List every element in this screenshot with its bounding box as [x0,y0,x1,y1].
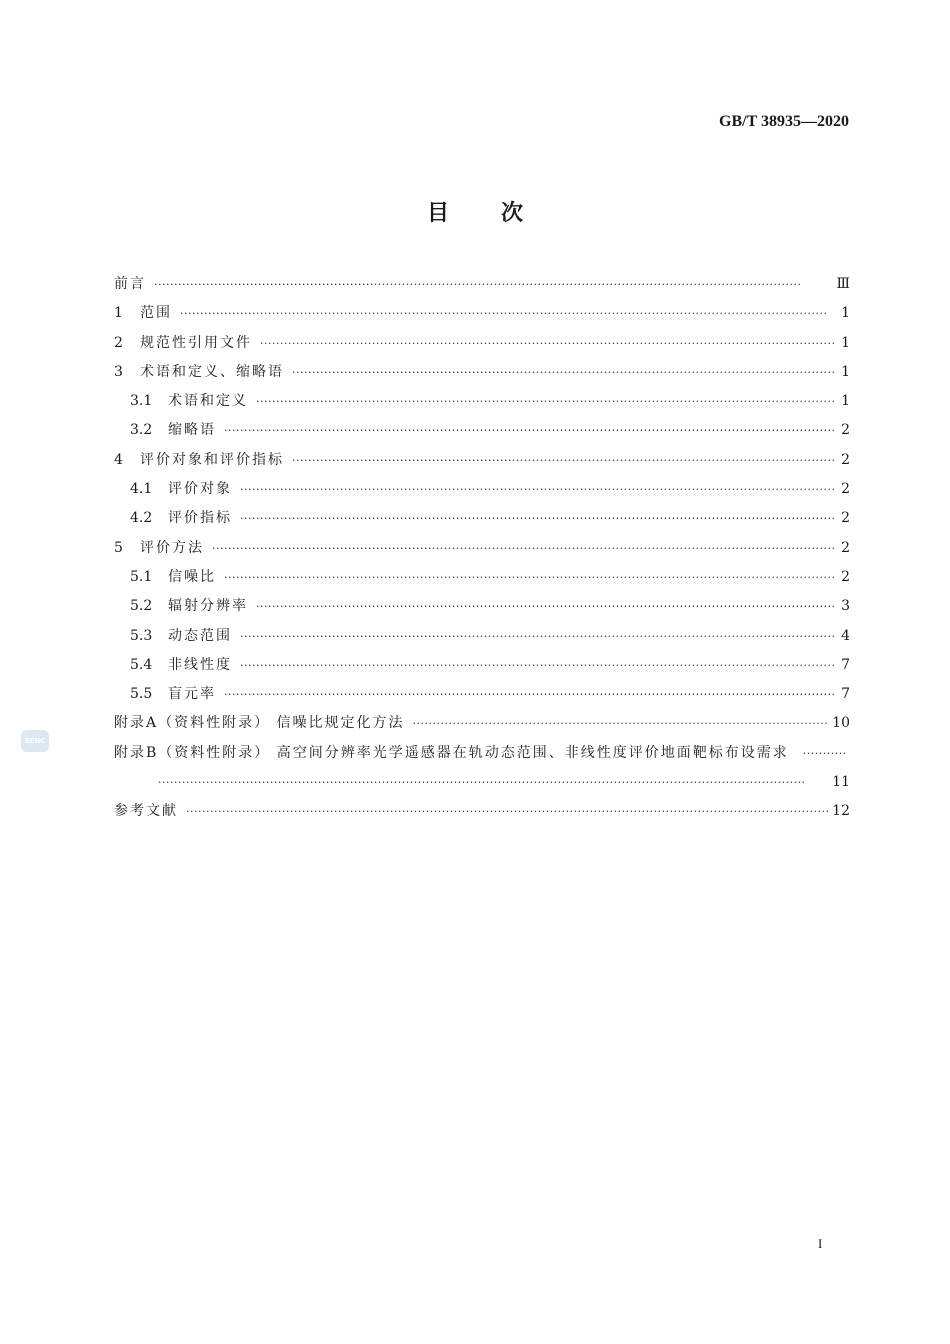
toc-entry-text: 评价指标 [168,510,232,527]
toc-entry-appendix-b-continuation [114,768,850,797]
toc-entry-1[interactable] [114,299,850,328]
toc-entry-number: 5.4 [130,656,153,673]
toc-entry-text: 动态范围 [168,627,232,644]
toc-entry-text: 范围 [140,305,172,322]
dot-leader [224,680,834,709]
toc-entry-appendix-b[interactable] [114,739,850,768]
toc-page-number: 2 [841,481,850,498]
toc-page-number: 1 [841,393,850,410]
toc-entry-text: 附录A（资料性附录） 信噪比规定化方法 [114,715,405,732]
toc-entry-5-4[interactable] [114,651,850,680]
toc-entry-3[interactable] [114,358,850,387]
dot-leader [292,358,834,387]
toc-entry-text: 附录B（资料性附录） 高空间分辨率光学遥感器在轨动态范围、非线性度评价地面靶标布设需求 [114,744,789,761]
dot-leader [224,563,834,592]
toc-entry-5-1[interactable] [114,563,850,592]
dot-leader [158,768,828,797]
toc-entry-number: 1 [114,305,123,322]
toc-entry-text: 非线性度 [168,656,232,673]
dot-leader [256,387,834,416]
toc-entry-text: 规范性引用文件 [140,334,252,351]
toc-entry-number: 5.3 [130,627,153,644]
dot-leader [212,534,834,563]
toc-entry-number: 5.5 [130,686,153,703]
toc-entry-text: 参考文献 [114,803,178,820]
toc-entry-5-3[interactable] [114,622,850,651]
toc-page-number: 2 [841,422,850,439]
toc-page-number: 7 [841,686,850,703]
toc-entry-3-2[interactable] [114,416,850,445]
toc-entry-text: 辐射分辨率 [168,598,248,615]
toc-entry-number: 3.1 [130,393,153,410]
toc-entry-text: 评价方法 [140,539,204,556]
toc-page-number: 7 [841,656,850,673]
toc-entry-text: 盲元率 [168,686,216,703]
dot-leader [256,592,834,621]
toc-entry-text: 缩略语 [168,422,216,439]
toc-entry-number: 4.2 [130,510,153,527]
dot-leader [240,504,834,533]
toc-entry-references[interactable] [114,797,850,826]
dot-leader [292,446,834,475]
toc-entry-preface[interactable] [114,270,850,299]
footer-page-number: I [818,1236,823,1251]
toc-page-number: Ⅲ [836,276,850,292]
toc-page-number: 2 [841,539,850,556]
table-of-contents [114,270,850,827]
toc-page-number: 4 [841,627,850,644]
toc-entry-number: 2 [114,334,123,351]
standard-number: GB/T 38935—2020 [719,113,849,130]
toc-entry-text: 评价对象和评价指标 [140,451,284,468]
dot-leader [240,622,834,651]
toc-entry-number: 4.1 [130,481,153,498]
toc-entry-text: 术语和定义 [168,393,248,410]
toc-entry-5-5[interactable] [114,680,850,709]
toc-page-number: 12 [832,803,850,820]
toc-entry-number: 3 [114,363,123,380]
toc-page-number: 1 [841,363,850,380]
toc-page-number: 1 [841,305,850,322]
toc-page-number: 10 [832,715,850,732]
dot-leader [154,270,832,299]
toc-entry-text: 前言 [114,276,146,292]
toc-page-number: 3 [841,598,850,615]
toc-entry-4-2[interactable] [114,504,850,533]
toc-entry-2[interactable] [114,329,850,358]
dot-leader [224,416,834,445]
toc-entry-number: 4 [114,451,123,468]
page-title: 目次 [426,201,575,226]
dot-leader [180,299,834,328]
toc-entry-number: 5.1 [130,568,153,585]
toc-entry-number: 3.2 [130,422,153,439]
toc-page-number: 2 [841,510,850,527]
toc-entry-text: 评价对象 [168,481,232,498]
dot-leader [413,709,829,738]
toc-entry-5[interactable] [114,534,850,563]
toc-page-number: 2 [841,451,850,468]
toc-entry-text: 术语和定义、缩略语 [140,363,284,380]
dot-leader [803,739,846,768]
toc-page-number: 2 [841,568,850,585]
toc-entry-number: 5 [114,539,123,556]
dot-leader [240,475,834,504]
dot-leader [186,797,828,826]
toc-entry-text: 信噪比 [168,568,216,585]
watermark-logo: SENC [21,730,49,752]
toc-entry-number: 5.2 [130,598,153,615]
toc-entry-4-1[interactable] [114,475,850,504]
toc-entry-5-2[interactable] [114,592,850,621]
toc-entry-3-1[interactable] [114,387,850,416]
toc-entry-4[interactable] [114,446,850,475]
toc-entry-appendix-a[interactable] [114,709,850,738]
toc-page-number: 1 [841,334,850,351]
toc-page-number: 11 [832,774,850,791]
dot-leader [240,651,834,680]
dot-leader [260,329,834,358]
